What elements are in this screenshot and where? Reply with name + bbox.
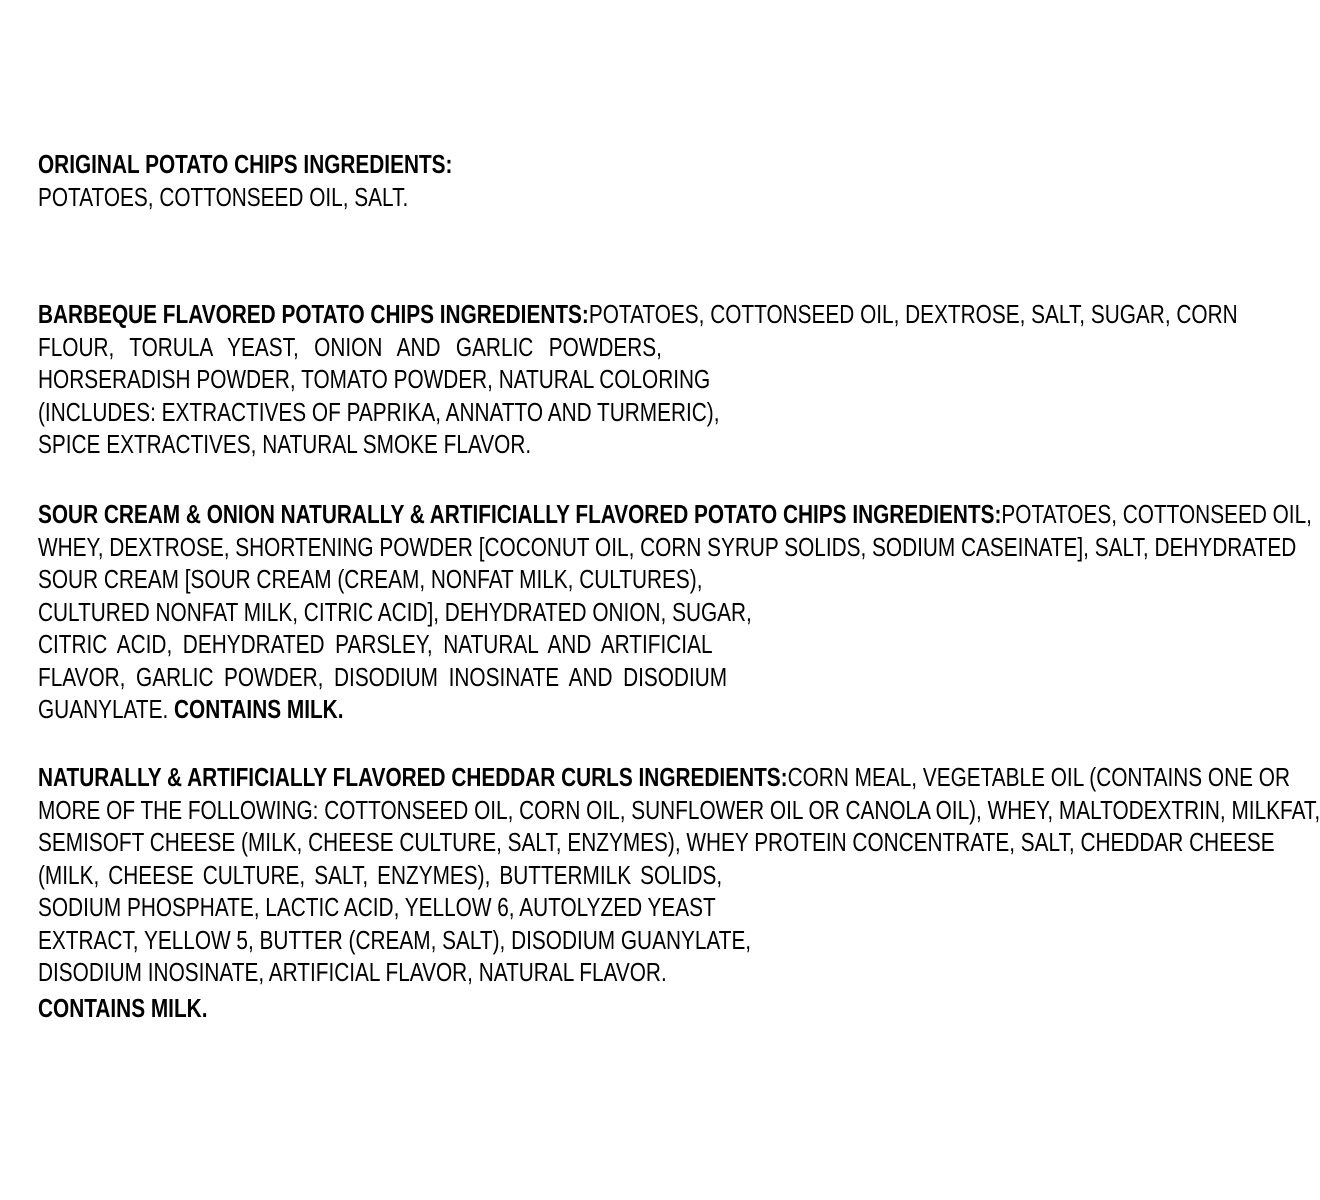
ingredient-text: POTATOES, COTTONSEED OIL, <box>1001 499 1312 529</box>
ingredient-line: SOUR CREAM [SOUR CREAM (CREAM, NONFAT MILK, CULTURES), <box>38 564 703 594</box>
ingredient-line: SODIUM PHOSPHATE, LACTIC ACID, YELLOW 6, AUTOLYZED YEAST <box>38 892 716 922</box>
section-heading: BARBEQUE FLAVORED POTATO CHIPS INGREDIENTS: <box>38 299 589 329</box>
heading-line <box>38 761 1290 794</box>
ingredient-line: MORE OF THE FOLLOWING: COTTONSEED OIL, CORN OIL, SUNFLOWER OIL OR CANOLA OIL), WHEY, MALTODEXTRIN, MILKFAT, <box>38 794 1320 825</box>
allergen-statement: CONTAINS MILK. <box>174 694 344 724</box>
allergen-statement: CONTAINS MILK. <box>38 992 208 1023</box>
heading-line <box>38 298 1238 331</box>
section-heading: NATURALLY & ARTIFICIALLY FLAVORED CHEDDAR CURLS INGREDIENTS: <box>38 762 788 792</box>
ingredient-line: SEMISOFT CHEESE (MILK, CHEESE CULTURE, SALT, ENZYMES), WHEY PROTEIN CONCENTRATE, SALT, CHEDDAR CHEESE <box>38 827 1275 857</box>
ingredient-line: CULTURED NONFAT MILK, CITRIC ACID], DEHYDRATED ONION, SUGAR, <box>38 596 752 627</box>
ingredient-line: (MILK, CHEESE CULTURE, SALT, ENZYMES), BUTTERMILK SOLIDS, <box>38 859 723 890</box>
ingredient-line: WHEY, DEXTROSE, SHORTENING POWDER [COCONUT OIL, CORN SYRUP SOLIDS, SODIUM CASEINATE], SALT, DEHYDRATED <box>38 531 1297 562</box>
ingredient-line: HORSERADISH POWDER, TOMATO POWDER, NATURAL COLORING <box>38 364 711 394</box>
ingredient-line: SPICE EXTRACTIVES, NATURAL SMOKE FLAVOR. <box>38 429 532 459</box>
barbeque-chips-section <box>38 298 1238 461</box>
ingredient-line: FLOUR, TORULA YEAST, ONION AND GARLIC POWDERS, <box>38 331 662 362</box>
ingredient-line: EXTRACT, YELLOW 5, BUTTER (CREAM, SALT), DISODIUM GUANYLATE, <box>38 924 752 955</box>
ingredient-line: (INCLUDES: EXTRACTIVES OF PAPRIKA, ANNATTO AND TURMERIC), <box>38 396 720 427</box>
original-chips-section <box>38 148 452 213</box>
ingredient-text: POTATOES, COTTONSEED OIL, DEXTROSE, SALT, SUGAR, CORN <box>588 299 1238 329</box>
ingredient-line: POTATOES, COTTONSEED OIL, SALT. <box>38 181 409 212</box>
ingredient-line: DISODIUM INOSINATE, ARTIFICIAL FLAVOR, NATURAL FLAVOR. <box>38 957 667 987</box>
ingredient-text: CORN MEAL, VEGETABLE OIL (CONTAINS ONE OR <box>787 762 1290 792</box>
cheddar-curls-section <box>38 761 1320 1024</box>
ingredient-line <box>38 693 1154 726</box>
section-heading: ORIGINAL POTATO CHIPS INGREDIENTS: <box>38 149 453 179</box>
ingredient-line: FLAVOR, GARLIC POWDER, DISODIUM INOSINATE AND DISODIUM <box>38 661 728 692</box>
sour-cream-onion-section <box>38 498 1312 726</box>
ingredient-line: CITRIC ACID, DEHYDRATED PARSLEY, NATURAL AND ARTIFICIAL <box>38 629 713 659</box>
section-heading: SOUR CREAM & ONION NATURALLY & ARTIFICIALLY FLAVORED POTATO CHIPS INGREDIENTS: <box>38 499 1002 529</box>
heading-line <box>38 498 1312 531</box>
ingredient-text: GUANYLATE. <box>38 694 169 724</box>
